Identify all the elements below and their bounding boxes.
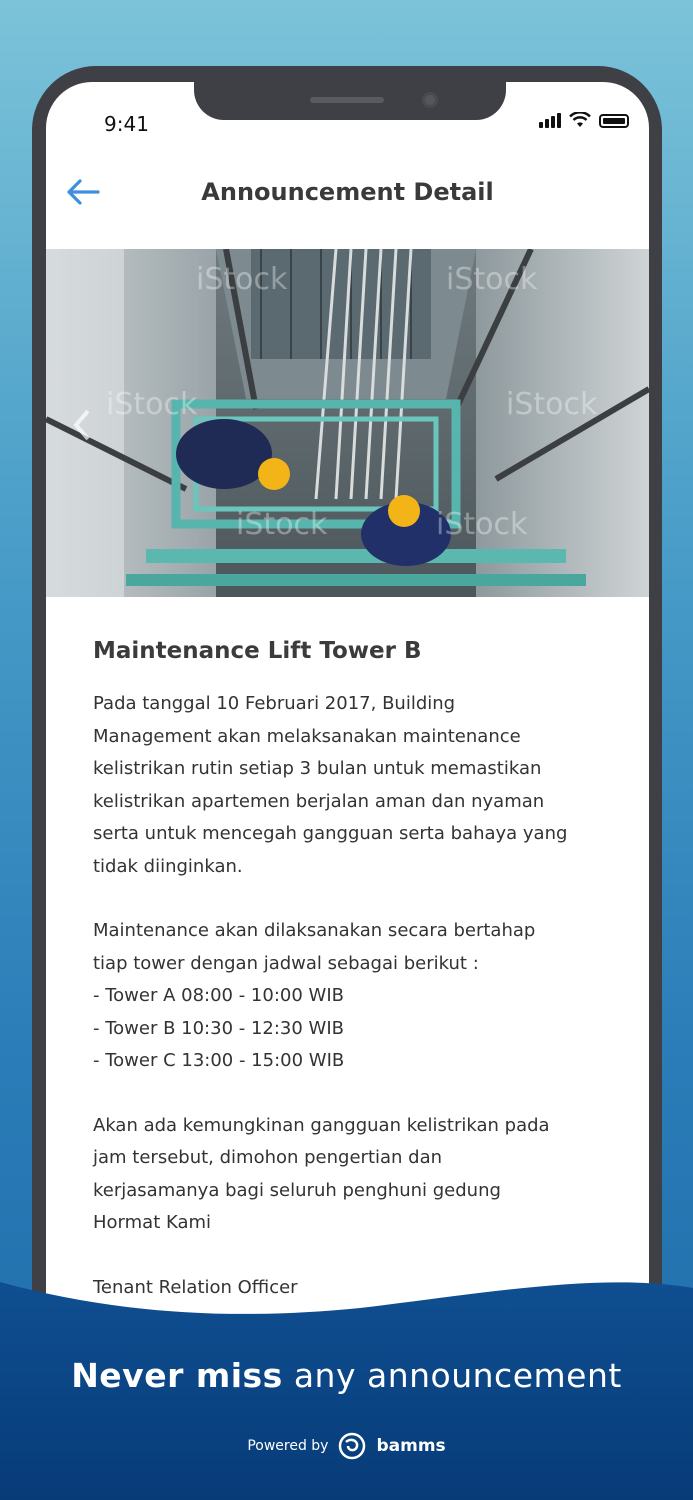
- status-time: 9:41: [104, 112, 149, 136]
- article-paragraph: Pada tanggal 10 Februari 2017, Building Management akan melaksanakan maintenance kelistrikan rutin setiap 3 bulan untuk memastikan kelistrikan apartemen berjalan aman dan nyaman serta untuk mencegah gangguan serta bahaya yang tidak diinginkan.: [93, 693, 568, 877]
- page-title: Announcement Detail: [201, 178, 494, 206]
- svg-text:iStock: iStock: [236, 507, 328, 542]
- powered-by-label: Powered by: [247, 1438, 329, 1454]
- battery-icon: [599, 114, 629, 128]
- powered-by: [0, 1432, 693, 1460]
- elevator-shaft-illustration: [46, 249, 649, 597]
- app-screen: [46, 82, 649, 1322]
- signal-icon: [539, 112, 561, 128]
- bamms-logo-icon: [338, 1432, 366, 1460]
- article-content: [93, 638, 609, 1322]
- wifi-icon: [569, 112, 591, 128]
- article-title: Maintenance Lift Tower B: [93, 638, 422, 664]
- article-paragraph: Akan ada kemungkinan gangguan kelistrikan pada jam tersebut, dimohon pengertian dan kerjasamanya bagi seluruh penghuni gedung Hormat Kami: [93, 1114, 550, 1233]
- svg-text:iStock: iStock: [506, 387, 598, 422]
- svg-text:iStock: iStock: [106, 387, 198, 422]
- watermark-text: iStock: [196, 262, 288, 297]
- phone-notch: [194, 82, 506, 120]
- speaker-icon: [310, 97, 384, 103]
- svg-text:iStock: iStock: [436, 507, 528, 542]
- svg-text:iStock: iStock: [446, 262, 538, 297]
- promo-tagline: [0, 1356, 693, 1395]
- status-icons: [539, 112, 629, 128]
- article-paragraph: Tenant Relation Officer: [93, 1276, 298, 1298]
- announcement-image: [46, 249, 649, 597]
- tagline-rest: any announcement: [282, 1356, 622, 1395]
- tagline-bold: Never miss: [71, 1356, 283, 1395]
- article-paragraph: Maintenance akan dilaksanakan secara bertahap tiap tower dengan jadwal sebagai berikut : - Tower A 08:00 - 10:00 WIB - Tower B 10:30 - 12:30 WIB - Tower C 13:00 - 15:00 WIB: [93, 920, 536, 1071]
- camera-icon: [422, 92, 438, 108]
- brand-name: bamms: [376, 1436, 446, 1456]
